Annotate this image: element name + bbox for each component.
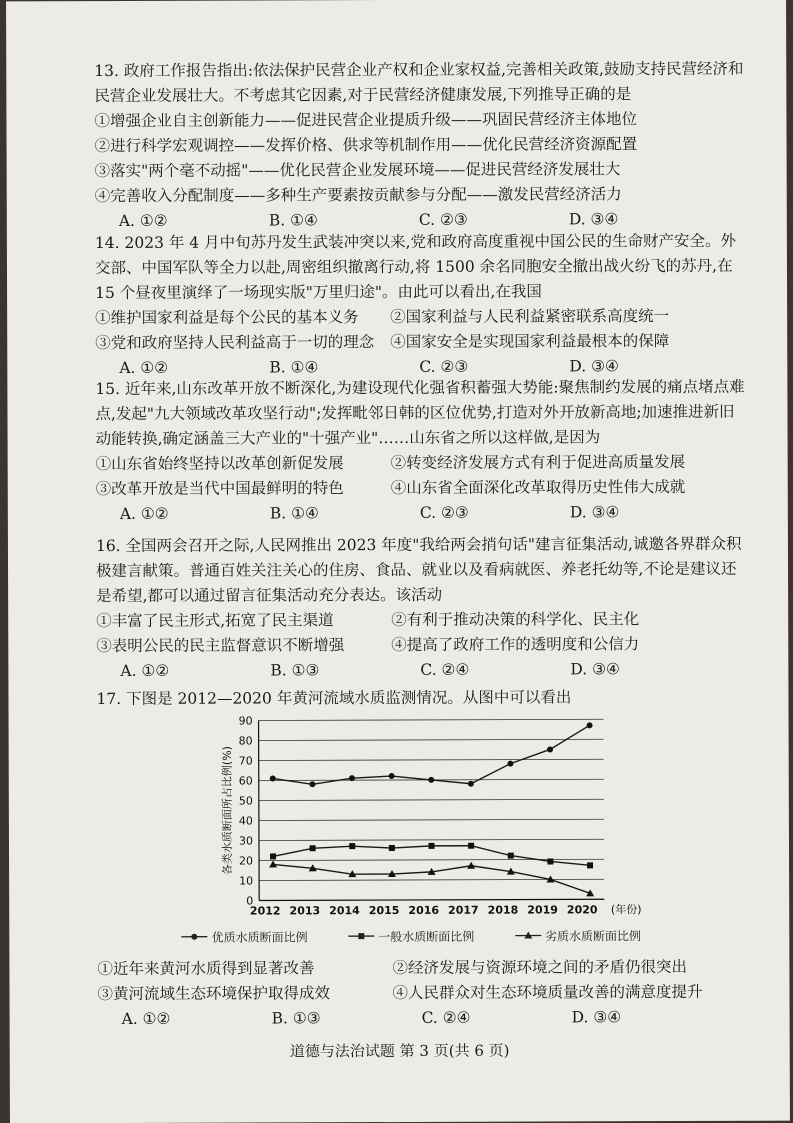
y-tick-label: 50 xyxy=(239,795,253,808)
question-13 xyxy=(94,57,745,234)
x-tick-label: 2015 xyxy=(369,904,400,917)
legend-label: 劣质水质断面比例 xyxy=(545,927,641,944)
data-point-circle xyxy=(309,781,315,787)
question-stem: 15. 近年来,山东改革开放不断深化,为建设现代化强省积蓄强大势能:聚焦制约发展的痛点堵点难点,发起"九大领域改革攻坚行动";发挥毗邻日韩的区位优势,打造对外开放新高地;加速推进新旧动能转换,确定涵盖三大产业的"十强产业"……山东省之所以这样做,是因为 xyxy=(95,375,745,452)
page-footer: 道德与法治试题 第 3 页(共 6 页) xyxy=(10,1039,790,1063)
question-stem: 14. 2023 年 4 月中旬苏丹发生武装冲突以来,党和政府高度重视中国公民的生命财产安全。外交部、中国军队等全力以赴,周密组织撤离行动,将 1500 余名同胞安全撤出战火纷飞的苏丹,在 15 个昼夜里演绎了一场现实版"万里归途"。由此可以看出,在我国 xyxy=(95,229,745,306)
y-tick-label: 30 xyxy=(239,835,253,848)
choice-a: A. ①② xyxy=(122,1006,272,1032)
choice-d: D. ③④ xyxy=(569,354,719,380)
option-line: ①丰富了民主形式,拓宽了民主渠道 xyxy=(96,608,391,634)
gridline xyxy=(259,719,604,720)
data-point-square xyxy=(587,862,593,868)
option-line: ④提高了政府工作的透明度和公信力 xyxy=(391,632,746,658)
choice-c: C. ②④ xyxy=(422,1005,572,1031)
question-17-options xyxy=(97,955,747,1032)
choice-a: A. ①② xyxy=(119,355,269,381)
option-line: ④山东省全面深化改革取得历史性伟大成就 xyxy=(391,475,746,501)
y-axis-label: 各类水质断面所占比例(%) xyxy=(220,746,234,875)
y-tick-label: 10 xyxy=(239,875,253,888)
series-line-0 xyxy=(273,725,590,784)
option-line: ④完善收入分配制度——多种生产要素按贡献参与分配——激发民营经济活力 xyxy=(95,182,745,209)
option-grid xyxy=(96,607,746,659)
question-17 xyxy=(96,685,746,712)
triangle-marker-icon xyxy=(515,931,541,941)
option-grid xyxy=(96,450,746,502)
option-line: ④人民群众对生态环境质量改善的满意度提升 xyxy=(392,980,747,1006)
x-tick-label: 2020 xyxy=(567,903,598,916)
data-point-triangle xyxy=(467,862,475,869)
exam-page xyxy=(6,0,790,1123)
choice-d: D. ③④ xyxy=(570,657,720,683)
x-tick-label: 2017 xyxy=(448,904,479,917)
data-point-square xyxy=(468,843,474,849)
data-point-circle xyxy=(547,746,553,752)
gridline xyxy=(259,799,604,800)
legend-item xyxy=(182,928,308,945)
choice-a: A. ①② xyxy=(119,208,269,234)
choice-b: B. ①④ xyxy=(270,501,420,527)
data-point-circle xyxy=(468,781,474,787)
data-point-triangle xyxy=(269,860,277,867)
option-grid xyxy=(95,304,745,356)
question-15 xyxy=(95,375,746,527)
option-line: ①增强企业自主创新能力——促进民营企业提质升级——巩固民营经济主体地位 xyxy=(94,107,744,134)
y-tick-label: 90 xyxy=(239,715,253,728)
option-line: ①维护国家利益是每个公民的基本义务 xyxy=(95,305,390,331)
choice-b: B. ①④ xyxy=(269,208,419,234)
data-point-square xyxy=(508,853,514,859)
choice-d: D. ③④ xyxy=(570,500,720,526)
option-line: ③改革开放是当代中国最鲜明的特色 xyxy=(96,476,391,502)
option-grid xyxy=(97,955,747,1007)
option-line: ②进行科学宏观调控——发挥价格、供求等机制作用——优化民营经济资源配置 xyxy=(95,132,745,159)
question-14 xyxy=(95,229,746,381)
x-tick-label: 2016 xyxy=(408,904,439,917)
x-axis-unit-label: (年份) xyxy=(611,902,642,916)
choice-b: B. ①③ xyxy=(272,1006,422,1032)
x-tick-label: 2018 xyxy=(488,904,519,917)
option-line: ③黄河流域生态环境保护取得成效 xyxy=(97,981,392,1007)
chart-svg xyxy=(209,709,630,920)
gridline xyxy=(259,759,604,760)
option-line: ②转变经济发展方式有利于促进高质量发展 xyxy=(391,450,746,476)
question-stem: 13. 政府工作报告指出:依法保护民营企业产权和企业家权益,完善相关政策,鼓励支持民营经济和民营企业发展壮大。不考虑其它因素,对于民营经济健康发展,下列推导正确的是 xyxy=(94,57,744,109)
data-point-square xyxy=(389,845,395,851)
option-line: ①山东省始终坚持以改革创新促发展 xyxy=(96,451,391,477)
data-point-circle xyxy=(349,775,355,781)
answer-choices xyxy=(96,657,746,684)
x-tick-label: 2019 xyxy=(527,903,558,916)
question-stem: 17. 下图是 2012—2020 年黄河流域水质监测情况。从图中可以看出 xyxy=(96,685,746,712)
y-tick-label: 0 xyxy=(246,895,253,908)
data-point-square xyxy=(310,845,316,851)
x-tick-label: 2012 xyxy=(250,904,281,917)
question-stem: 16. 全国两会召开之际,人民网推出 2023 年度"我给两会捎句话"建言征集活动,诚邀各界群众积极建言献策。普通百姓关注关心的住房、食品、就业以及看病就医、养老托幼等,不论是建议还是希望,都可以通过留言征集活动充分表达。该活动 xyxy=(96,532,746,609)
y-tick-label: 80 xyxy=(239,735,253,748)
option-line: ②有利于推动决策的科学化、民主化 xyxy=(391,607,746,633)
y-tick-label: 20 xyxy=(239,855,253,868)
choice-c: C. ②③ xyxy=(420,500,570,526)
choice-d: D. ③④ xyxy=(569,207,719,233)
data-point-circle xyxy=(507,761,513,767)
y-tick-label: 60 xyxy=(239,775,253,788)
legend-label: 一般水质断面比例 xyxy=(378,927,474,944)
water-quality-chart xyxy=(209,709,630,920)
option-line: ③表明公民的民主监督意识不断增强 xyxy=(96,633,391,659)
legend-item xyxy=(348,927,474,944)
data-point-circle xyxy=(389,773,395,779)
choice-b: B. ①④ xyxy=(269,355,419,381)
answer-choices xyxy=(98,1005,748,1032)
chart-legend xyxy=(161,924,661,948)
option-line: ①近年来黄河水质得到显著改善 xyxy=(97,956,392,982)
x-tick-label: 2013 xyxy=(290,904,321,917)
data-point-circle xyxy=(270,775,276,781)
legend-item xyxy=(515,927,641,944)
data-point-square xyxy=(428,843,434,849)
option-line: ④国家安全是实现国家利益最根本的保障 xyxy=(390,329,745,355)
option-line: ②国家利益与人民利益紧密联系高度统一 xyxy=(390,304,745,330)
gridline xyxy=(259,739,604,740)
legend-label: 优质水质断面比例 xyxy=(212,928,308,945)
data-point-circle xyxy=(587,722,593,728)
choice-d: D. ③④ xyxy=(572,1005,722,1031)
data-point-square xyxy=(349,843,355,849)
y-tick-label: 40 xyxy=(239,815,253,828)
data-point-circle xyxy=(428,777,434,783)
square-marker-icon xyxy=(348,931,374,941)
x-axis xyxy=(259,899,604,900)
x-tick-label: 2014 xyxy=(329,904,360,917)
choice-b: B. ①③ xyxy=(270,658,420,684)
answer-choices xyxy=(96,500,746,527)
choice-a: A. ①② xyxy=(120,501,270,527)
gridline xyxy=(259,839,604,840)
circle-marker-icon xyxy=(182,932,208,942)
data-point-square xyxy=(270,853,276,859)
question-16 xyxy=(96,532,747,684)
data-point-square xyxy=(547,858,553,864)
choice-c: C. ②③ xyxy=(419,207,569,233)
y-tick-label: 70 xyxy=(239,755,253,768)
choice-c: C. ②③ xyxy=(419,354,569,380)
choice-c: C. ②④ xyxy=(420,657,570,683)
option-line: ③落实"两个毫不动摇"——优化民营企业发展环境——促进民营经济发展壮大 xyxy=(95,157,745,184)
choice-a: A. ①② xyxy=(120,658,270,684)
y-axis xyxy=(259,720,260,900)
option-line: ②经济发展与资源环境之间的矛盾仍很突出 xyxy=(392,955,747,981)
option-line: ③党和政府坚持人民利益高于一切的理念 xyxy=(95,330,390,356)
gridline xyxy=(259,819,604,820)
